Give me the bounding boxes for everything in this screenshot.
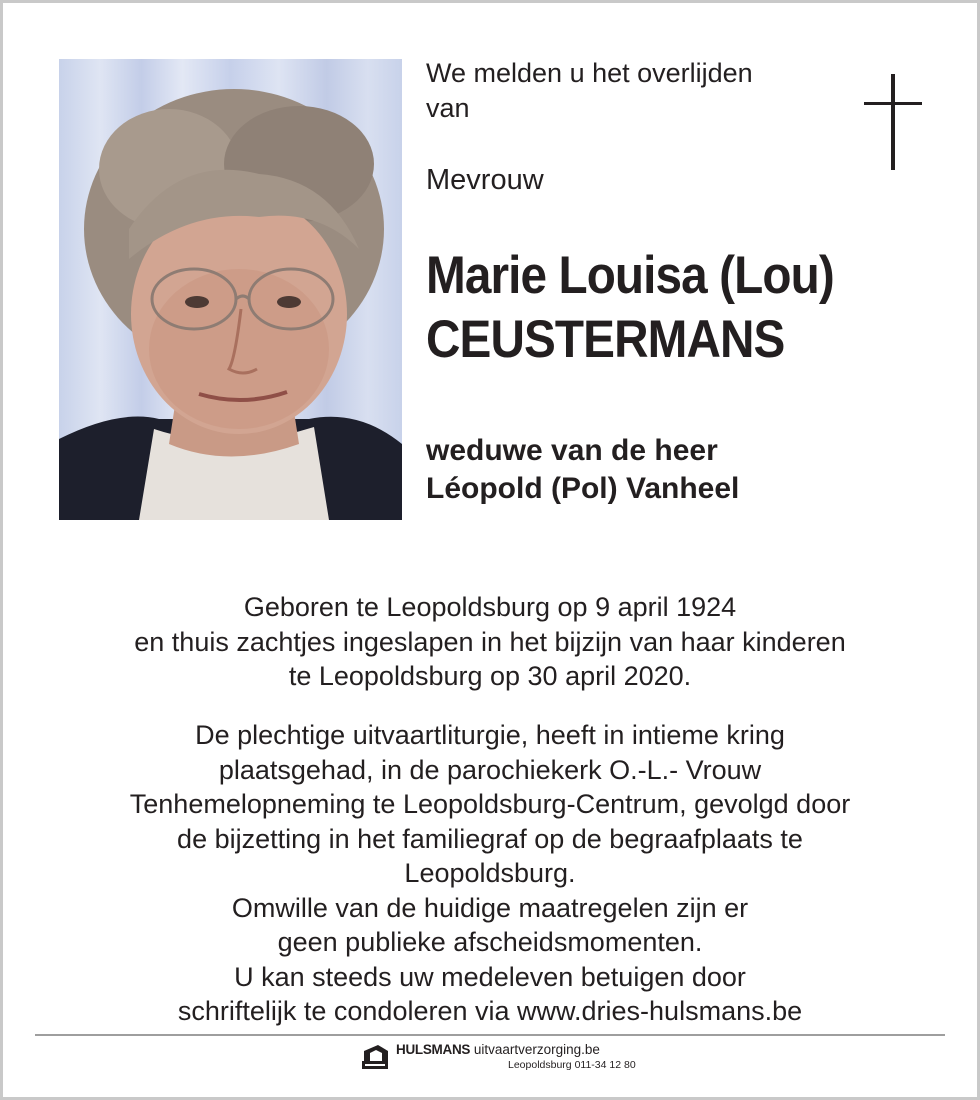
honorific: Mevrouw	[426, 164, 544, 196]
intro-line: van	[426, 93, 470, 123]
brand-line	[396, 1042, 636, 1058]
spouse-line: weduwe van de heer	[426, 434, 718, 467]
paragraph-line: plaatsgehad, in de parochiekerk O.-L.- Vrouw	[218, 754, 762, 785]
name-line: Marie Louisa (Lou)	[426, 246, 834, 305]
paragraph-line: Omwille van de huidige maatregelen zijn er	[231, 892, 749, 923]
contact-line	[508, 1058, 636, 1072]
paragraph-line: schriftelijk te condoleren via www.dries-hulsmans.be	[177, 996, 803, 1026]
paragraph-line: en thuis zachtjes ingeslapen in het bijzijn van haar kinderen	[134, 626, 846, 657]
brand-name: HULSMANS	[396, 1042, 471, 1057]
paragraph-line: geen publieke afscheidsmomenten.	[277, 927, 703, 957]
paragraph-line: Geboren te Leopoldsburg op 9 april 1924	[243, 592, 737, 622]
paragraph-line: te Leopoldsburg op 30 april 2020.	[288, 661, 692, 691]
spouse-info	[426, 432, 739, 508]
footer-text	[396, 1042, 636, 1072]
cross-icon	[864, 74, 922, 177]
spouse-name: Léopold (Pol) Vanheel	[426, 472, 740, 505]
portrait-photo	[59, 59, 402, 520]
paragraph-line: Tenhemelopneming te Leopoldsburg-Centrum, gevolgd door	[129, 789, 851, 819]
birth-death-paragraph	[40, 590, 940, 694]
announcement-intro	[426, 56, 846, 126]
paragraph-line: De plechtige uitvaartliturgie, heeft in intieme kring	[195, 720, 785, 750]
paragraph-line: de bijzetting in het familiegraf op de begraafplaats te	[177, 823, 803, 854]
footer	[362, 1042, 636, 1076]
hulsmans-logo-icon	[362, 1043, 392, 1076]
location: Leopoldsburg	[508, 1059, 572, 1071]
footer-divider	[35, 1034, 945, 1036]
ceremony-paragraph	[40, 718, 940, 1029]
brand-suffix: uitvaartverzorging.be	[473, 1042, 600, 1057]
paragraph-line: Leopoldsburg.	[404, 858, 576, 888]
surname-line: CEUSTERMANS	[426, 310, 785, 369]
intro-line: We melden u het overlijden	[426, 58, 753, 88]
phone: 011-34 12 80	[574, 1059, 636, 1071]
deceased-name	[426, 244, 834, 372]
paragraph-line: U kan steeds uw medeleven betuigen door	[234, 961, 746, 992]
